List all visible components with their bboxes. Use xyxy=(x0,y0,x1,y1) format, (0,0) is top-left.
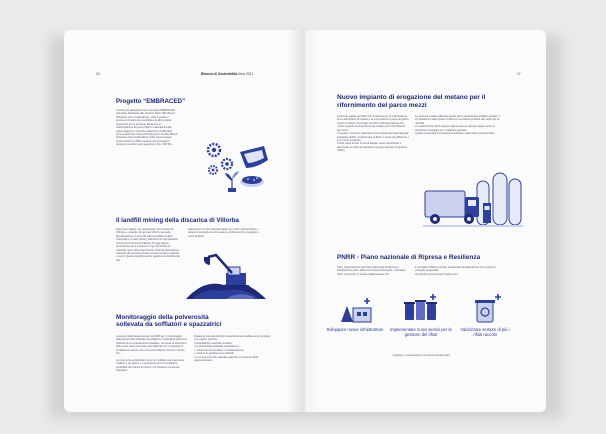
section-body-pnrr-left: Dopo l’approvazione del Piano Nazionale di Ripresa e Resilienza da parte della Commissione Europea, nell’estate 2021, Contarina, in stretta collaborazione con xyxy=(337,266,406,276)
section-title-dust: Monitoraggio della polverosità sollevata da soffiatori e spazzatrici xyxy=(116,314,222,329)
section-body-dust-right: Queste le consulte attività di spazzamento stradale sono contraste e le migliori pratiche: • la qualità del materiale prodotto; • la qualità delle particelle aerodisperse; • i parametri da prendere in considerazione; • i sistemi di spazzamento utilizzati; • le componenti del materiale spazzato in funzione della pavimentazione. xyxy=(194,335,271,362)
section-title-methane: Nuovo impianto di erogazione del metano per il rifornimento del parco mezzi xyxy=(337,94,486,109)
diaper-icon xyxy=(240,146,268,168)
report-title: Bilancio di Sostenibilità xyxy=(201,72,237,76)
section-body-dust-left: A seguito dello studio avviato nel 2020 per il monitoraggio della polverosità sollevata da soffiatori e spazzatrici (strumenti utilizzati per lo spazzamento stradale), nel mese di settembre 2021 sono stati presentati i dati elaborati con il supporto di Fondazione Intesa e dei Consorzi di Bacino Priula e Treviso Tre. La ricerca ha evidenziato come tra i soffiatori da mantenere l’utilizzo è più basso. Le spazzatrici sono la soluzione preferibile per ridurre le polveri, ma risultano comunque inquinanti. xyxy=(116,335,188,373)
section-body-landfill-left: Dopo aver siglato una partnership con Comune di Villorba e, a partire da gennaio 2021 si procede all’escavazione di circa 80 mila tonnellate di rifiuti, industriali e in parte urbani, all’interno di una discarica chiusa nel Comune di Villorba. Ad oggi stiamo procedendo per il recupero in ogni tonnellata di materiali. Sono rifiuti ingombranti, rifiuti da demolizione, materiali che possono essere recuperati (ferro, plastica e inerti). Questo significa anche garantire la bonifica del sito. xyxy=(116,228,180,262)
section-body-pnrr-right: il Consiglio di Bacino Priula, ha lavorato all’elaborazione di un piano di proposte progettuali. Gli obiettivi generali dei progetti sono: xyxy=(415,266,496,276)
plant-sprout-icon xyxy=(225,171,239,192)
section-title-pnrr: PNRR - Piano nazionale di Ripresa e Resilienza xyxy=(337,254,481,261)
section-title-landfill: Il landfill mining della discarica di Villorba xyxy=(116,217,239,224)
bioplastic-granules-icon xyxy=(240,176,264,187)
gear-icon xyxy=(208,144,232,174)
pnrr-subcaption-2: (migliorare e meccanizzare il servizio di raccolta rifiuti) xyxy=(392,354,450,357)
section-body-methane-right: La struttura è stata realizzata grazie ad un partenariato pubblico-privato, il cui obiettivo è stato quello di ridurre le emissioni prodotte dai mezzi per la raccolta. La realizzazione dell’impianto rappresenta un ulteriore passo verso la transizione ecologica per il trasporto pesante. Questo consentirà a Contarina di utilizzare carburante ecosostenibile. xyxy=(415,115,500,136)
fuel-pump-icon xyxy=(483,203,491,223)
garbage-truck-icon xyxy=(425,191,479,224)
recycling-bin-icon xyxy=(471,292,505,324)
book-gutter xyxy=(287,30,323,412)
page-number-left: 16 xyxy=(96,72,100,76)
page-number-right: 17 xyxy=(517,72,521,76)
pnrr-caption-1: Sviluppare nuove infrastrutture xyxy=(326,327,384,332)
pnrr-caption-2: Implementare nuovi servizi per la gestione dei rifiuti xyxy=(390,327,452,338)
infrastructure-icon xyxy=(339,294,375,324)
report-year: Anno 2021 xyxy=(237,72,254,76)
running-header xyxy=(201,72,253,76)
embraced-illustration xyxy=(202,138,272,198)
right-page xyxy=(305,30,546,412)
section-body-landfill-right: destinazione le due aziende leader per ricicli, polimerizzare e tessuti di seconda vita che saranno utilizzati a fini energetici o nuovi prodotti. xyxy=(188,228,259,238)
methane-station-illustration xyxy=(423,167,523,231)
left-page xyxy=(64,30,305,412)
excavator-illustration xyxy=(186,247,266,303)
section-body-methane-left: L’accordo siglato nel 2019 con Contarina per la realizzazione di un distributore di metano e la conversione di parte del parco mezzi a metano, ha portato nel 2021 all’inaugurazione del nuovo impianto di erogazione del metano per il rifornimento dei mezzi. L’impianto consente, attraverso la tecnologia del Gas Naturale Liquefatto (GNL), di alimentare la flotta in modo più efficiente e con minori emissioni. Il GNL viene fornito in forma liquida, viene vaporizzato e alimentato ai mezzi di raccolta come gas naturale compresso (GNC). xyxy=(337,115,409,153)
section-title-embraced: Progetto “EMBRACED” xyxy=(116,98,186,105)
waste-services-icon xyxy=(401,292,441,324)
section-body-embraced: Continua la partecipazione al progetto EMBRACED, finanziato dal bando UE “Horizon 2020” (Bio Based Industries Joint Undertaking), volto a gestire il processo di riciclo dei pannolini e di altri prodotti assorbenti per la persona, attraverso la trasformazione di questi rifiuti in materiali ad alto valore aggiunto, come bio-plastiche e fertilizzanti. (The project has received funding from the Bio Based Industries Joint Undertaking under the European Union’s Horizon 2020 research and innovation programme under grant agreement No. 745746). xyxy=(116,109,178,147)
pnrr-caption-3: Valorizzare sempre di più i rifiuti raccolti xyxy=(460,327,510,338)
